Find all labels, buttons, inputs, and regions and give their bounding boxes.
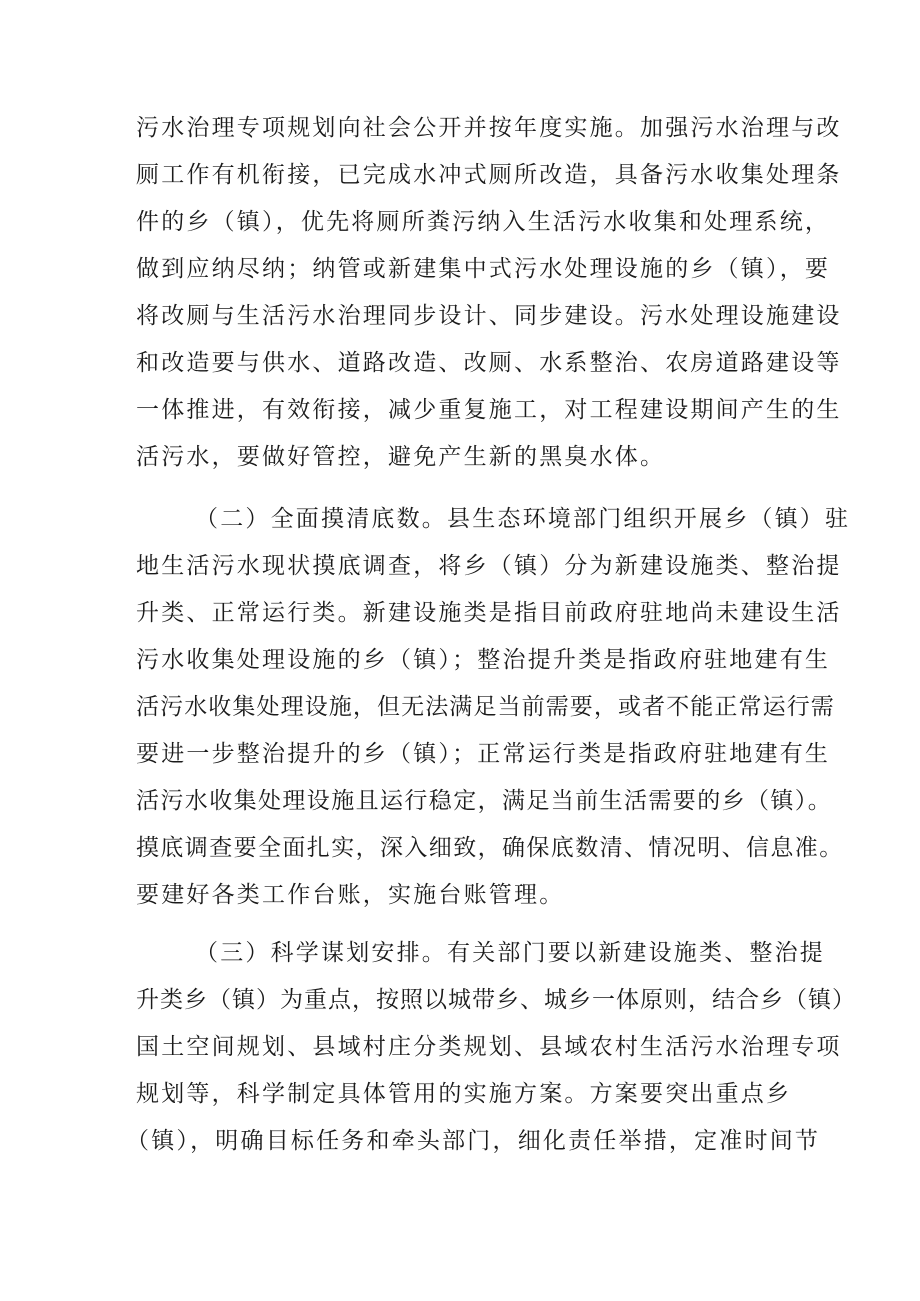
text-line-1: 污水治理专项规划向社会公开并按年度实施。加强污水治理与改: [136, 115, 842, 141]
text-line-6: 和改造要与供水、道路改造、改厕、水系整治、农房道路建设等: [136, 350, 842, 376]
text-line-5: 将改厕与生活污水治理同步设计、同步建设。污水处理设施建设: [136, 303, 842, 329]
text-line-18: （三）科学谋划安排。有关部门要以新建设施类、整治提: [195, 940, 825, 966]
text-line-10: 地生活污水现状摸底调查，将乡（镇）分为新建设施类、整治提: [136, 553, 842, 579]
text-line-21: 规划等，科学制定具体管用的实施方案。方案要突出重点乡: [136, 1081, 792, 1107]
text-line-12: 污水收集处理设施的乡（镇）；整治提升类是指政府驻地建有生: [136, 647, 831, 673]
text-line-13: 活污水收集处理设施，但无法满足当前需要，或者不能正常运行需: [136, 694, 835, 720]
text-line-8: 活污水，要做好管控，避免产生新的黑臭水体。: [136, 444, 666, 470]
text-line-9: （二）全面摸清底数。县生态环境部门组织开展乡（镇）驻: [195, 506, 851, 532]
text-line-3: 件的乡（镇），优先将厕所粪污纳入生活污水收集和处理系统，: [136, 209, 831, 235]
text-line-19: 升类乡（镇）为重点，按照以城带乡、城乡一体原则，结合乡（镇）: [136, 987, 856, 1013]
text-line-15: 活污水收集处理设施且运行稳定，满足当前生活需要的乡（镇）。: [136, 788, 833, 814]
text-line-11: 升类、正常运行类。新建设施类是指目前政府驻地尚未建设生活: [136, 600, 842, 626]
text-line-2: 厕工作有机衔接，已完成水冲式厕所改造，具备污水收集处理条: [136, 162, 842, 188]
text-line-4: 做到应纳尽纳；纳管或新建集中式污水处理设施的乡（镇），要: [136, 256, 831, 282]
text-line-14: 要进一步整治提升的乡（镇）；正常运行类是指政府驻地建有生: [136, 741, 831, 767]
text-line-22: （镇），明确目标任务和牵头部门，细化责任举措，定准时间节: [126, 1128, 821, 1154]
text-line-16: 摸底调查要全面扎实，深入细致，确保底数清、情况明、信息准。: [136, 835, 844, 861]
text-line-17: 要建好各类工作台账，实施台账管理。: [136, 882, 565, 908]
text-line-7: 一体推进，有效衔接，减少重复施工，对工程建设期间产生的生: [136, 397, 842, 423]
text-line-20: 国土空间规划、县域村庄分类规划、县域农村生活污水治理专项: [136, 1034, 842, 1060]
